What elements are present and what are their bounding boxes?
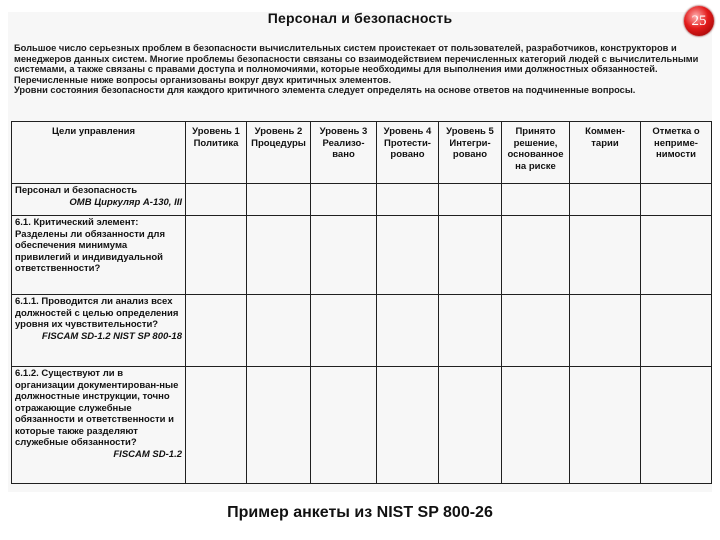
header-control-goals: Цели управления — [12, 122, 186, 184]
answer-cell — [186, 216, 247, 295]
row-label-cell — [12, 216, 186, 295]
answer-cell — [377, 367, 439, 484]
answer-cell — [247, 216, 311, 295]
row-reference: FISCAM SD-1.2 NIST SP 800-18 — [41, 330, 182, 342]
answer-cell — [502, 216, 570, 295]
answer-cell — [502, 184, 570, 216]
table-row — [12, 184, 712, 216]
answer-cell — [439, 367, 502, 484]
table-row — [12, 367, 712, 484]
answer-cell — [186, 295, 247, 367]
answer-cell — [439, 184, 502, 216]
answer-cell — [570, 184, 641, 216]
answer-cell — [570, 216, 641, 295]
row-reference: OMB Циркуляр А-130, III — [69, 196, 182, 208]
answer-cell — [247, 367, 311, 484]
answer-cell — [570, 367, 641, 484]
table-row — [12, 295, 712, 367]
answer-cell — [502, 295, 570, 367]
answer-cell — [311, 367, 377, 484]
intro-text — [14, 43, 709, 96]
answer-cell — [377, 295, 439, 367]
intro-paragraph: Уровни состояния безопасности для каждого критичного элемента следует определять на основе ответов на подчиненные вопросы. — [14, 85, 636, 96]
row-label-cell — [12, 367, 186, 484]
questionnaire-table — [11, 121, 712, 484]
answer-cell — [570, 295, 641, 367]
slide-number-badge: 25 — [684, 6, 714, 36]
answer-cell — [186, 184, 247, 216]
answer-cell — [186, 367, 247, 484]
row-title: 6.1.2. Существуют ли в организации документирован-ные должностные инструкции, точно отражающие служебные обязанности и ответственности и которые также разделяют служебные обязанности? — [15, 368, 179, 448]
row-label-cell — [12, 295, 186, 367]
header-risk-decision: Принято решение, основанное на риске — [502, 122, 570, 184]
header-level-4: Уровень 4 Протести-ровано — [377, 122, 439, 184]
answer-cell — [247, 184, 311, 216]
answer-cell — [641, 184, 712, 216]
header-level-3: Уровень 3 Реализо-вано — [311, 122, 377, 184]
answer-cell — [247, 295, 311, 367]
answer-cell — [311, 295, 377, 367]
header-level-2: Уровень 2 Процедуры — [247, 122, 311, 184]
header-not-applicable: Отметка о неприме-нимости — [641, 122, 712, 184]
header-level-1: Уровень 1 Политика — [186, 122, 247, 184]
answer-cell — [439, 216, 502, 295]
answer-cell — [641, 367, 712, 484]
row-title: 6.1.1. Проводится ли анализ всех должностей с целью определения уровня их чувствительности? — [15, 296, 179, 330]
table-row — [12, 216, 712, 295]
intro-paragraph: Большое число серьезных проблем в безопасности вычислительных систем проистекает от пользователей, разработчиков, конструкторов и менеджеров данных систем. Многие проблемы безопасности связаны со взаимодействием перечисленных категорий людей с вычислительными системами, а также связаны с правами доступа и полномочиями, которые необходимы для выполнения ими должностных обязанностей. Перечисленные ниже вопросы организованы вокруг двух критичных элементов. — [14, 43, 699, 85]
answer-cell — [641, 295, 712, 367]
row-title: Персонал и безопасность — [15, 185, 138, 196]
row-reference: FISCAM SD-1.2 — [113, 448, 182, 460]
answer-cell — [502, 367, 570, 484]
header-level-5: Уровень 5 Интегри-ровано — [439, 122, 502, 184]
answer-cell — [641, 216, 712, 295]
row-label-cell — [12, 184, 186, 216]
answer-cell — [311, 216, 377, 295]
answer-cell — [377, 216, 439, 295]
row-title: 6.1. Критический элемент: Разделены ли обязанности для обеспечения минимума привилегий и индивидуальной ответственности? — [15, 217, 165, 274]
figure-caption: Пример анкеты из NIST SP 800-26 — [227, 504, 493, 521]
answer-cell — [377, 184, 439, 216]
answer-cell — [311, 184, 377, 216]
page-title: Персонал и безопасность — [267, 10, 453, 26]
table-header-row — [12, 122, 712, 184]
header-comments: Коммен-тарии — [570, 122, 641, 184]
answer-cell — [439, 295, 502, 367]
